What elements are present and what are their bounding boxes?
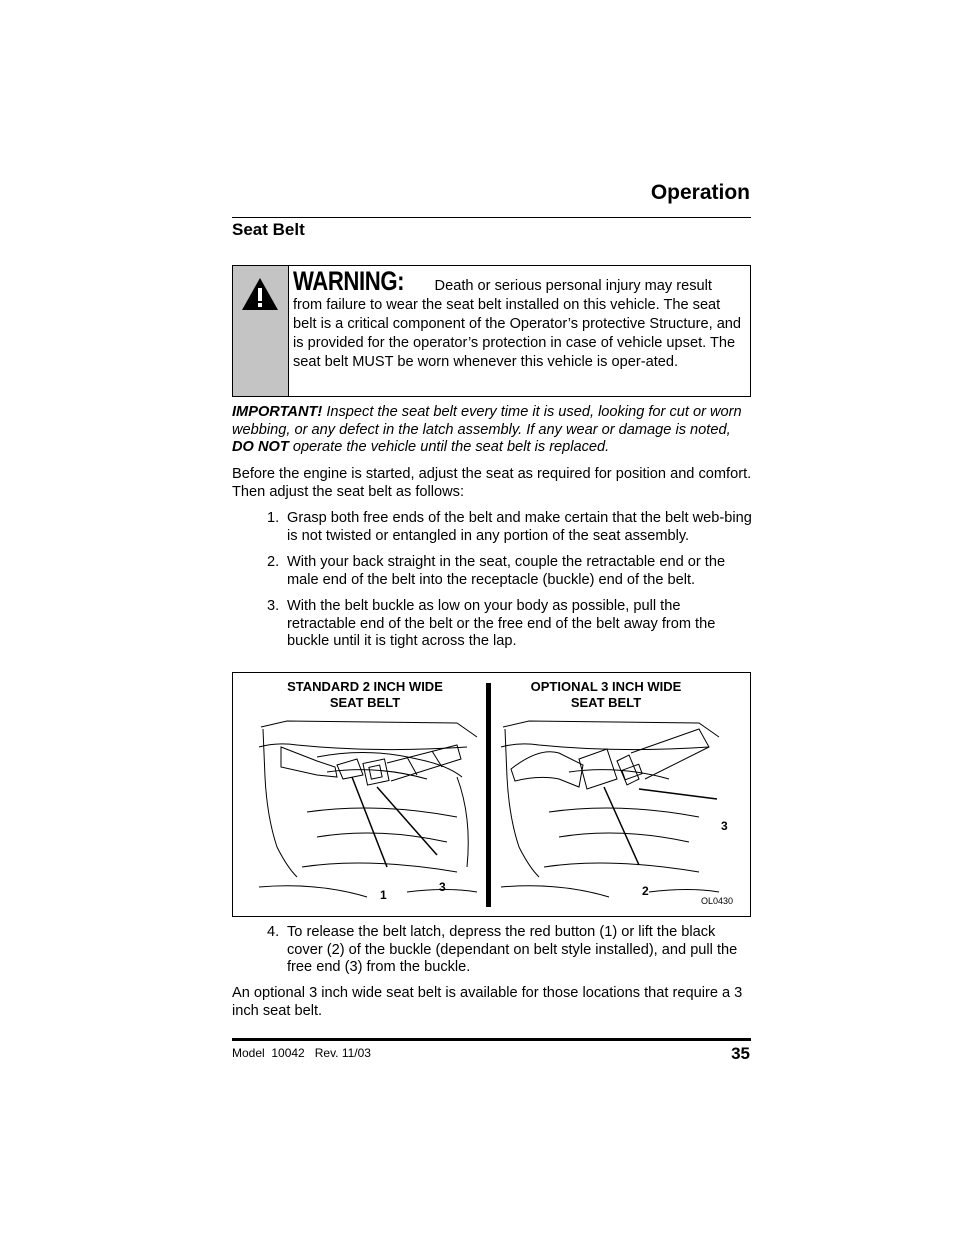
list-item bbox=[262, 554, 752, 589]
step-text: With your back straight in the seat, couple the retractable end or the male end of the belt into the receptacle (buckle) end of the belt. bbox=[287, 554, 726, 588]
list-item bbox=[262, 598, 752, 651]
page-number: 35 bbox=[731, 1044, 750, 1063]
important-text-2: operate the vehicle until the seat belt is replaced. bbox=[292, 439, 610, 455]
section-title: Operation bbox=[650, 181, 750, 204]
intro-paragraph: Before the engine is started, adjust the seat as required for position and comfort. Then adjust the seat belt as follows: bbox=[232, 466, 752, 500]
warning-sidebar bbox=[233, 266, 289, 396]
list-item bbox=[262, 924, 752, 977]
step-number: 1. bbox=[267, 510, 280, 526]
seat-belt-figure bbox=[232, 672, 751, 917]
warning-text-rest: from failure to wear the seat belt installed on this vehicle. The seat belt is a critical component of the Operator’s protective Structure, and is provided for the operator’s protection in case of vehicle upset. The seat belt MUST be worn whenever this vehicle is oper-ated. bbox=[293, 297, 742, 370]
closing-paragraph: An optional 3 inch wide seat belt is available for those locations that require a 3 inch seat belt. bbox=[232, 985, 743, 1019]
left-callout-3: 3 bbox=[439, 880, 446, 894]
footer-rule bbox=[232, 1038, 751, 1041]
figure-divider bbox=[486, 683, 491, 907]
step-number: 4. bbox=[267, 924, 280, 940]
left-caption-line1: STANDARD 2 INCH WIDE bbox=[287, 679, 443, 694]
footer-model: Model 10042 Rev. 11/03 bbox=[232, 1046, 371, 1060]
step-text: Grasp both free ends of the belt and make certain that the belt web-bing is not twisted or entangled in any portion of the seat assembly. bbox=[287, 510, 752, 544]
important-text-1: Inspect the seat belt every time it is used, looking for cut or worn webbing, or any defect in the latch assembly. If any wear or damage is noted, bbox=[232, 404, 742, 438]
warning-text bbox=[293, 266, 745, 372]
important-label: IMPORTANT! bbox=[232, 404, 323, 420]
step-4 bbox=[262, 924, 752, 986]
subsection-title: Seat Belt bbox=[232, 220, 305, 239]
steps-list bbox=[262, 510, 752, 660]
right-callout-2: 2 bbox=[642, 884, 649, 898]
step-text: With the belt buckle as low on your body as possible, pull the retractable end of the belt or the free end of the belt away from the buckle until it is tight across the lap. bbox=[287, 598, 716, 649]
warning-triangle-icon bbox=[240, 276, 280, 312]
standard-belt-illustration bbox=[257, 717, 482, 905]
right-caption bbox=[506, 679, 706, 711]
warning-label: WARNING: bbox=[293, 266, 405, 296]
warning-text-first: Death or serious personal injury may result bbox=[434, 278, 712, 294]
right-caption-line2: SEAT BELT bbox=[570, 695, 642, 710]
figure-id: OL0430 bbox=[701, 896, 734, 906]
right-caption-line1: OPTIONAL 3 INCH WIDE bbox=[530, 679, 682, 694]
left-caption-line2: SEAT BELT bbox=[329, 695, 401, 710]
left-caption bbox=[265, 679, 465, 711]
important-note bbox=[232, 404, 752, 457]
right-callout-3: 3 bbox=[721, 819, 728, 833]
step-number: 2. bbox=[267, 554, 280, 570]
header-rule bbox=[232, 217, 751, 218]
step-number: 3. bbox=[267, 598, 280, 614]
left-callout-1: 1 bbox=[380, 888, 387, 902]
optional-belt-illustration bbox=[499, 717, 739, 905]
important-emph: DO NOT bbox=[232, 439, 289, 455]
step-text: To release the belt latch, depress the red button (1) or lift the black cover (2) of the buckle (dependant on belt style installed), and pull the free end (3) from the buckle. bbox=[287, 924, 738, 975]
warning-box bbox=[232, 265, 751, 397]
list-item bbox=[262, 510, 752, 545]
